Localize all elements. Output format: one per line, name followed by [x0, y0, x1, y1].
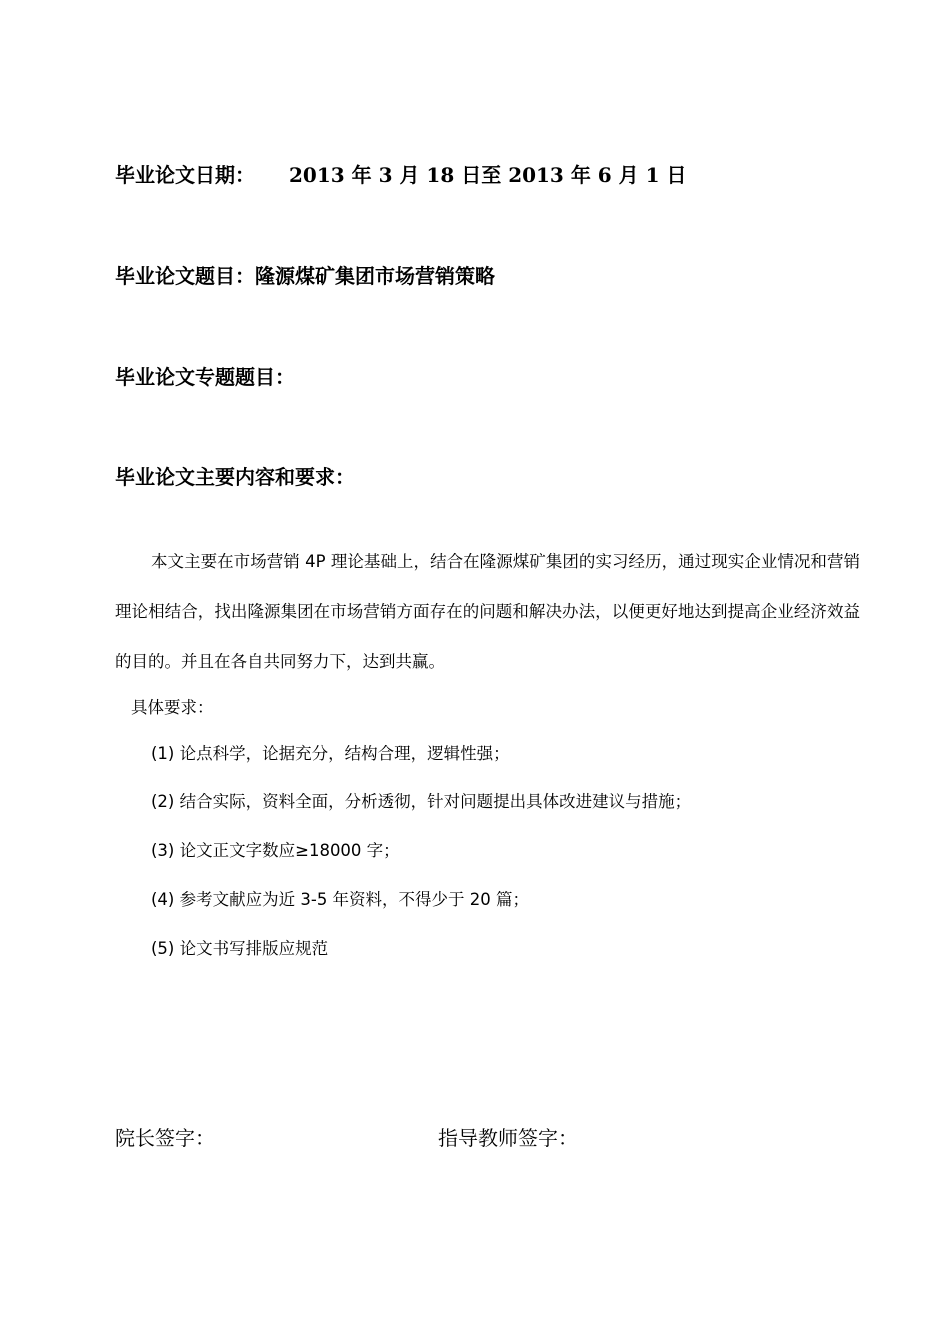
requirement-item: (2) 结合实际，资料全面，分析透彻，针对问题提出具体改进建议与措施；: [151, 792, 692, 811]
content-paragraph: 本文主要在市场营销 4P 理论基础上，结合在隆源煤矿集团的实习经历，通过现实企业情况和营销理论相结合，找出隆源集团在市场营销方面存在的问题和解决办法，以便更好地达到提高企业经济效益的目的。并且在各自共同努力下，达到共赢。: [115, 552, 860, 671]
requirement-item: (3) 论文正文字数应≥18000 字；: [151, 841, 400, 860]
advisor-signature-label: 指导教师签字：: [438, 1126, 578, 1150]
requirement-item: (4) 参考文献应为近 3-5 年资料，不得少于 20 篇；: [151, 890, 530, 909]
thesis-date-label: 毕业论文日期：: [115, 163, 255, 187]
requirement-item: (5) 论文书写排版应规范: [151, 939, 329, 958]
thesis-date-value: 2013 年 3 月 18 日至 2013 年 6 月 1 日: [289, 163, 687, 187]
special-topic-line: 毕业论文专题题目：: [115, 365, 295, 389]
thesis-date-line: [115, 162, 687, 188]
requirement-item: (1) 论点科学，论据充分，结构合理，逻辑性强；: [151, 744, 510, 763]
thesis-title-line: 毕业论文题目：隆源煤矿集团市场营销策略: [115, 264, 495, 288]
dean-signature-label: 院长签字：: [115, 1126, 215, 1150]
requirements-heading: 具体要求：: [131, 698, 214, 717]
content-heading: 毕业论文主要内容和要求：: [115, 465, 355, 489]
